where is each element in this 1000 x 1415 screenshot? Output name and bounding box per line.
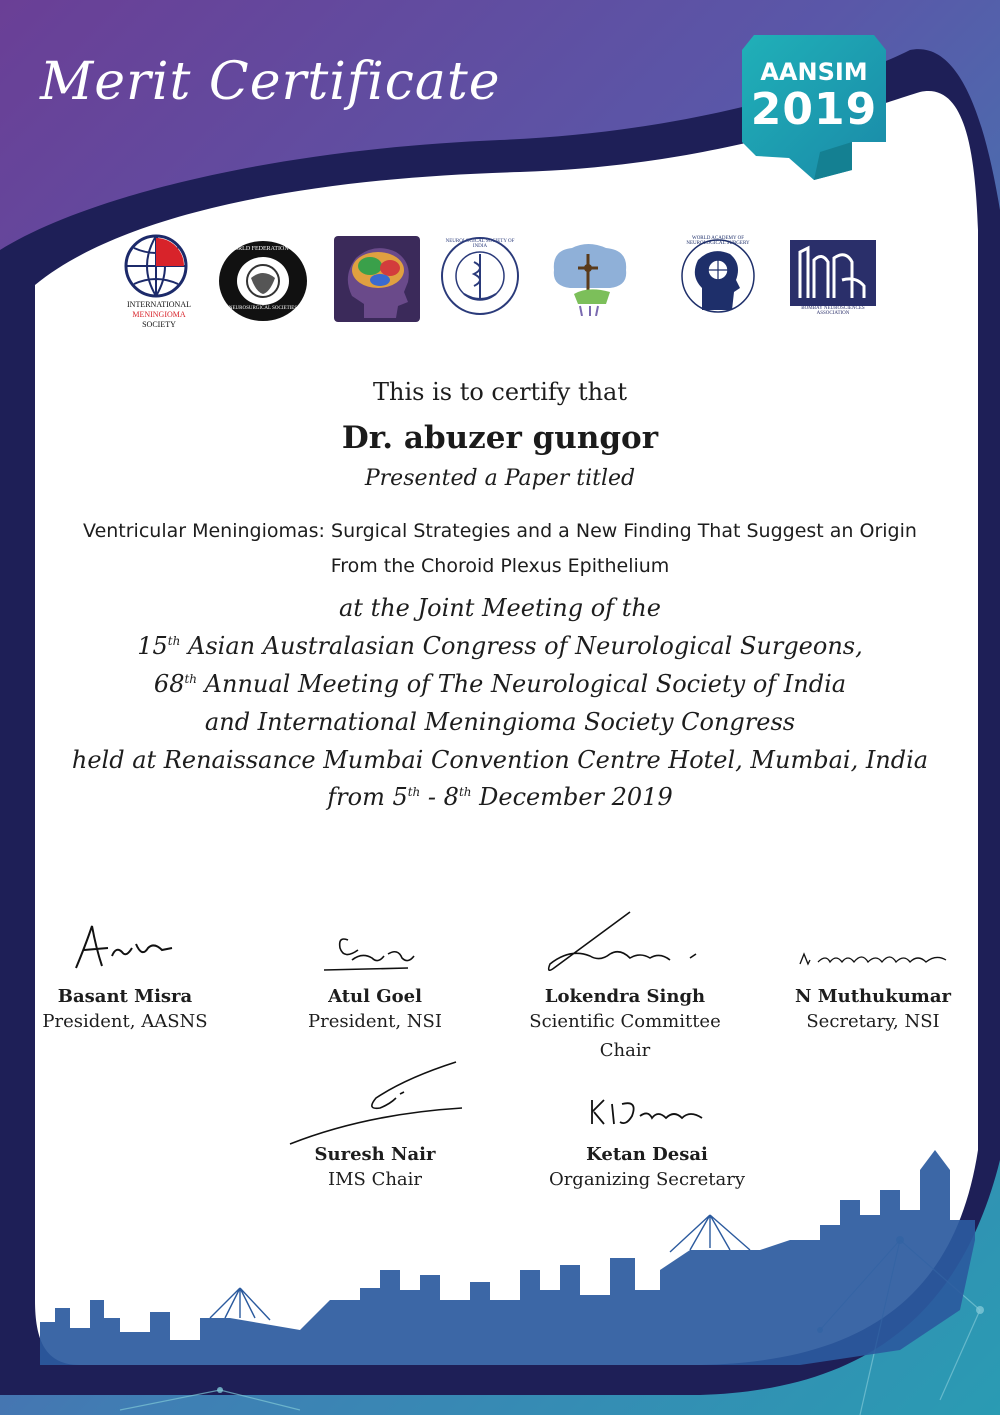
international-meningioma-society-logo: INTERNATIONAL MENINGIOMA SOCIETY <box>118 232 200 332</box>
paper-title-line-1: Ventricular Meningiomas: Surgical Strategies and a New Finding That Suggest an Origin <box>83 520 917 542</box>
neurological-society-of-india-logo: NEUROLOGICAL SOCIETY OF INDIA <box>440 236 520 336</box>
signature-basant-misra <box>72 918 182 974</box>
badge-event: AANSIM <box>760 58 868 86</box>
bombay-neurosciences-association-logo: BOMBAY NEUROSCIENCES ASSOCIATION <box>790 240 876 340</box>
signatory-ketan-desai: Ketan Desai Organizing Secretary <box>548 1144 746 1190</box>
paper-title-line-2: From the Choroid Plexus Epithelium <box>330 555 670 577</box>
signatory-lokendra-singh: Lokendra Singh Scientific Committee Chair <box>529 986 721 1061</box>
presented-text: Presented a Paper titled <box>364 466 636 491</box>
dates-line: from 5th - 8th December 2019 <box>327 783 673 811</box>
meeting-intro: at the Joint Meeting of the <box>338 594 661 622</box>
world-academy-of-neurological-surgery-logo: WORLD ACADEMY OF NEUROLOGICAL SURGERY <box>672 236 764 336</box>
recipient-name: Dr. abuzer gungor <box>341 420 659 456</box>
wans-emblem-icon <box>672 236 764 322</box>
brain-head-logo <box>334 236 420 336</box>
signatory-n-muthukumar: N Muthukumar Secretary, NSI <box>795 986 951 1032</box>
brain-head-icon <box>334 236 420 322</box>
signature-lokendra-singh <box>540 908 710 978</box>
globe-icon <box>118 232 200 302</box>
signature-atul-goel <box>318 930 428 976</box>
signatory-atul-goel: Atul Goel President, NSI <box>308 986 442 1032</box>
certificate-title: Merit Certificate <box>40 52 501 112</box>
venue-line: held at Renaissance Mumbai Convention Centre Hotel, Mumbai, India <box>71 746 929 774</box>
signature-suresh-nair <box>286 1058 466 1148</box>
signatory-suresh-nair: Suresh Nair IMS Chair <box>314 1144 436 1190</box>
brain-tree-icon <box>548 240 632 316</box>
certify-text: This is to certify that <box>373 378 627 406</box>
congress-line-2: 68th Annual Meeting of The Neurological Society of India <box>153 670 847 698</box>
signature-ketan-desai <box>586 1096 710 1130</box>
signatory-basant-misra: Basant Misra President, AASNS <box>42 986 208 1032</box>
congress-line-1: 15th Asian Australasian Congress of Neurological Surgeons, <box>137 632 863 660</box>
aansim-2019-badge <box>734 30 894 186</box>
signature-n-muthukumar <box>796 944 956 970</box>
world-federation-of-neurosurgical-societies-logo: WORLD FEDERATION OF NEUROSURGICAL SOCIETIES <box>218 240 308 340</box>
bna-emblem-icon <box>790 240 876 306</box>
brain-tree-logo <box>548 240 632 340</box>
congress-line-3: and International Meningioma Society Congress <box>204 708 796 736</box>
badge-year: 2019 <box>750 84 878 135</box>
